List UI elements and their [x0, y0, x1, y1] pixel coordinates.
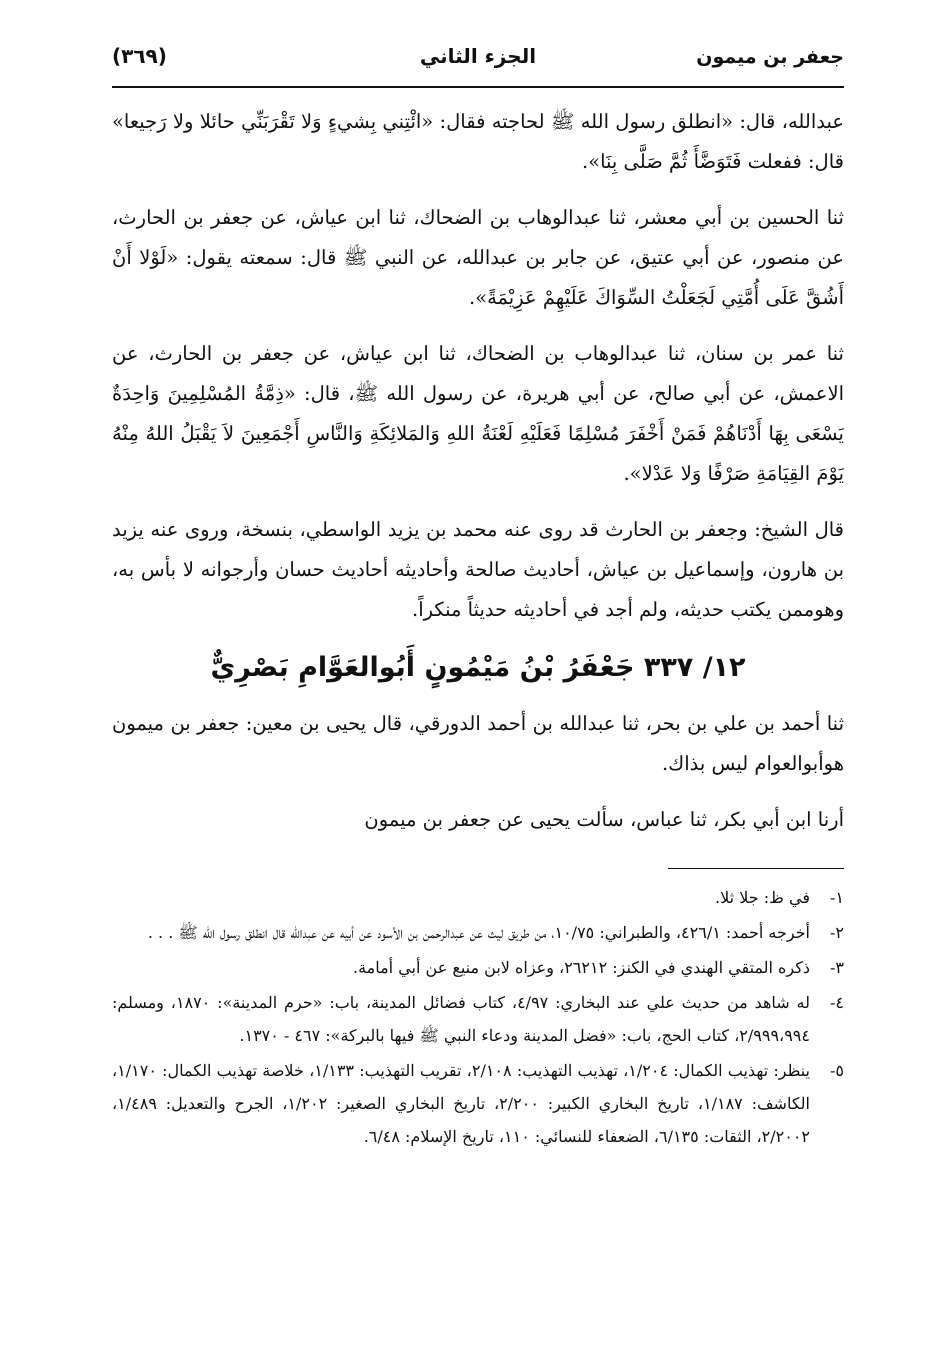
footnote-number: ٤-	[830, 993, 844, 1012]
footnote-number: ١-	[830, 888, 844, 907]
footnote-text: أخرجه أحمد: ٤٢٦/١، والطبراني: ١٠/٧٥، من طريق ليث عن عبدالرحمن بن الأسود عن أبيه عن عبدالله قال انطلق رسول الله ﷺ . . .	[147, 923, 810, 942]
footnote-number: ٥-	[830, 1061, 844, 1080]
footnote-number: ٢-	[830, 923, 844, 942]
paragraph: عبدالله، قال: «انطلق رسول الله ﷺ لحاجته فقال: «ائْتِني بِشيءٍ وَلا تَقْرَبَنِّي حائلا ولا رَجيعا» قال: ففعلت فَتَوَضَّأَ ثُمَّ صَلَّى بِنَا».	[112, 110, 844, 173]
footnote-divider	[668, 868, 844, 869]
footnote-item	[112, 986, 844, 1052]
paragraph: أرنا ابن أبي بكر، ثنا عباس، سألت يحيى عن جعفر بن ميمون	[364, 808, 844, 831]
footnote-item	[112, 951, 844, 984]
paragraph: قال الشيخ: وجعفر بن الحارث قد روى عنه محمد بن يزيد الواسطي، بنسخة، وروى عنه يزيد بن هارون، وإسماعيل بن عياش، أحاديث صالحة وأحاديثه أحاديث حسان وأرجوانه لا بأس به، وهوممن يكتب حديثه، ولم أجد في أحاديثه حديثاً منكراً.	[112, 518, 844, 621]
page-header	[112, 36, 844, 88]
footnote-text: في ظ: جلا ثلا.	[715, 888, 810, 907]
running-title: جعفر بن ميمون	[696, 46, 844, 68]
footnote-item	[112, 1054, 844, 1153]
footnote-text: له شاهد من حديث علي عند البخاري: ٤/٩٧، كتاب فضائل المدينة، باب: «حرم المدينة»: ١٨٧٠، ومسلم: ٢/٩٩٩،٩٩٤، كتاب الحج، باب: «فضل المدينة ودعاء النبي ﷺ فيها بالبركة»: ٤٦٧ - ١٣٧٠.	[112, 993, 811, 1045]
footnote-item	[112, 881, 844, 914]
paragraph: ثنا عمر بن سنان، ثنا عبدالوهاب بن الضحاك، ثنا ابن عياش، عن جعفر بن الحارث، عن الاعمش، عن أبي صالح، عن أبي هريرة، عن رسول الله ﷺ، قال: «ذِمَّةُ المُسْلِمِينَ وَاحِدَةٌ يَسْعَى بِهَا أَدْنَاهُمْ فَمَنْ أَخْفَرَ مُسْلِمًا فَعَلَيْهِ لَعْنَةُ اللهِ وَالمَلائِكَةِ وَالنَّاسِ أَجْمَعِينَ لاَ يَقْبَلُ اللهُ مِنْهُ يَوْمَ القِيَامَةِ صَرْفًا وَلا عَدْلا».	[112, 342, 844, 485]
footnote-number: ٣-	[830, 958, 844, 977]
footnote-text: ينظر: تهذيب الكمال: ١/٢٠٤، تهذيب التهذيب: ٢/١٠٨، تقريب التهذيب: ١/١٣٣، خلاصة تهذيب الكمال: ١/١٧٠، الكاشف: ١/١٨٧، تاريخ البخاري الكبير: ٢/٢٠٠، تاريخ البخاري الصغير: ١/٢٠٢، الجرح والتعديل: ١/٤٨٩، ٢/٢٠٠٢، الثقات: ٦/١٣٥، الضعفاء للنسائي: ١١٠، تاريخ الإسلام: ٦/٤٨.	[112, 1061, 810, 1146]
volume-title: الجزء الثاني	[419, 44, 537, 68]
page-number: (٣٦٩)	[112, 44, 167, 68]
paragraph: ثنا الحسين بن أبي معشر، ثنا عبدالوهاب بن الضحاك، ثنا ابن عياش، عن جعفر بن الحارث، عن منصور، عن أبي عتيق، عن جابر بن عبدالله، عن النبي ﷺ قال: سمعته يقول: «لَوْلا أَنْ أَشُقَّ عَلَى أُمَّتِي لَجَعَلْتُ السِّوَاكَ عَلَيْهِمْ عَزِيْمَةً».	[112, 206, 844, 309]
footnote-text: ذكره المتقي الهندي في الكنز: ٢٦٢١٢، وعزاه لابن منيع عن أبي أمامة.	[352, 958, 810, 977]
document-page	[112, 36, 844, 1336]
footnote-item	[112, 916, 844, 949]
entry-heading: ١٢/ ٣٣٧ جَعْفَرُ بْنُ مَيْمُونٍ أَبُوالعَوَّامِ بَصْرِيٌّ	[210, 652, 746, 683]
main-text	[112, 102, 844, 840]
paragraph: ثنا أحمد بن علي بن بحر، ثنا عبدالله بن أحمد الدورقي، قال يحيى بن معين: جعفر بن ميمون هوأبوالعوام ليس بذاك.	[112, 712, 844, 775]
footnotes	[112, 881, 844, 1153]
